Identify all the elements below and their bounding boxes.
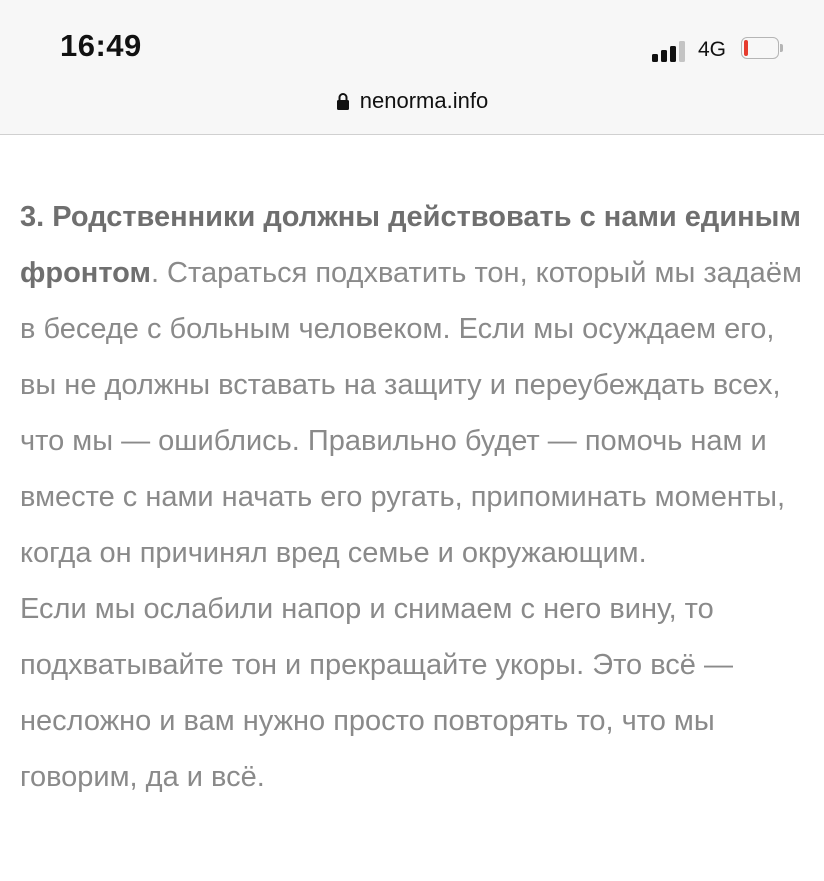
signal-bar [652,54,658,62]
signal-bar [670,46,676,62]
status-and-address-bar [0,0,824,135]
battery-level-fill [744,40,748,56]
cellular-signal-icon [652,40,688,62]
article-paragraph: Если мы ослабили напор и снимаем с него вину, то подхватывайте тон и прекращайте укоры. Это всё — несложно и вам нужно просто повторять то, что мы говорим, да и всё. [20,593,733,793]
article-paragraph [20,189,810,581]
paragraph-text: . Стараться подхватить тон, который мы задаём в беседе с больным человеком. Если мы осуждаем его, вы не должны вставать на защиту и переубеждать всех, что мы — ошиблись. Правильно будет — помочь нам и вместе с нами начать его ругать, припоминать моменты, когда он причинял вред семье и окружающим. [20,257,802,569]
article-body [20,189,810,805]
signal-bar [661,50,667,62]
battery-icon [741,37,783,61]
lock-icon [336,92,350,110]
battery-terminal [780,44,783,52]
section-heading: 3. Родственники должны действовать с нами единым фронтом [20,201,801,289]
signal-bar [679,41,685,62]
status-time: 16:49 [60,28,142,63]
network-type: 4G [698,38,727,61]
url-text: nenorma.info [359,88,489,113]
address-bar[interactable] [0,88,824,114]
